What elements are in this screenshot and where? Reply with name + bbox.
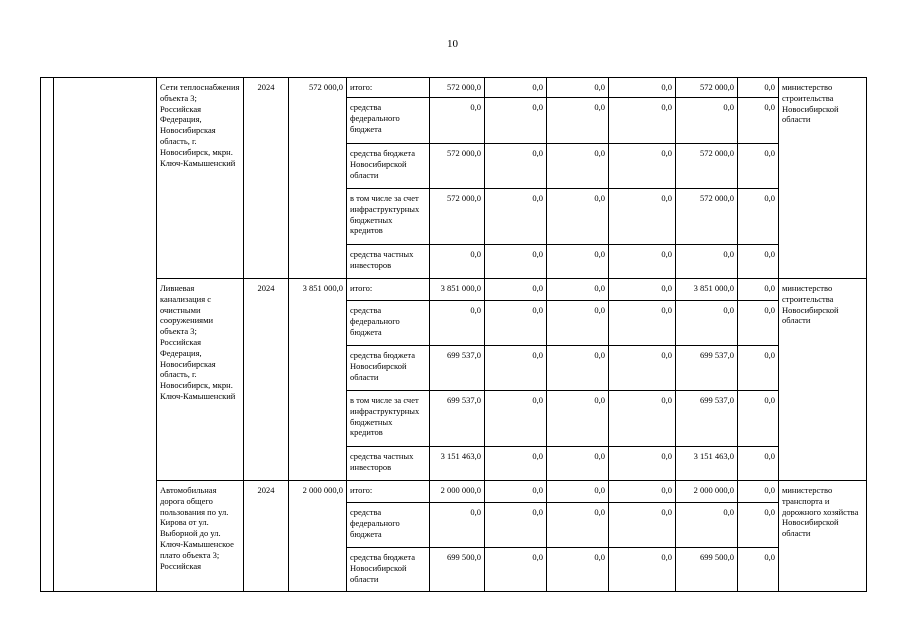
value-cell: 0,0 <box>738 503 779 548</box>
value-cell: 0,0 <box>430 503 485 548</box>
value-cell: 0,0 <box>485 391 547 447</box>
value-cell: 0,0 <box>485 301 547 346</box>
value-cell: 0,0 <box>547 481 609 503</box>
value-cell: 0,0 <box>609 548 676 592</box>
value-cell: 0,0 <box>485 245 547 279</box>
value-cell: 699 537,0 <box>430 346 485 391</box>
value-cell: 3 851 000,0 <box>676 279 738 301</box>
value-cell: 0,0 <box>609 503 676 548</box>
responsible-body: министерство строительства Новосибирской области <box>779 279 867 481</box>
value-cell: 572 000,0 <box>430 189 485 245</box>
value-cell: 3 151 463,0 <box>676 447 738 481</box>
value-cell: 0,0 <box>430 98 485 144</box>
value-cell: 0,0 <box>547 245 609 279</box>
blank-col-2 <box>54 78 157 592</box>
value-cell: 0,0 <box>738 78 779 98</box>
funding-source: средства федерального бюджета <box>347 98 430 144</box>
value-cell: 0,0 <box>738 548 779 592</box>
funding-source: средства бюджета Новосибирской области <box>347 346 430 391</box>
value-cell: 2 000 000,0 <box>676 481 738 503</box>
object-name: Автомобильная дорога общего пользования по ул. Кирова от ул. Выборной до ул. Ключ-Камышенское плато объекта 3; Российская <box>157 481 244 592</box>
value-cell: 699 537,0 <box>676 346 738 391</box>
value-cell: 0,0 <box>485 346 547 391</box>
value-cell: 572 000,0 <box>676 189 738 245</box>
value-cell: 572 000,0 <box>676 78 738 98</box>
value-cell: 0,0 <box>609 279 676 301</box>
object-name: Ливневая канализация с очистными сооружениями объекта 3; Российская Федерация, Новосибирская область, г. Новосибирск, мкрн. Ключ-Камышенский <box>157 279 244 481</box>
table-row <box>41 279 867 301</box>
value-cell: 0,0 <box>547 503 609 548</box>
value-cell: 0,0 <box>609 144 676 189</box>
value-cell: 0,0 <box>547 346 609 391</box>
funding-source: итого: <box>347 481 430 503</box>
value-cell: 0,0 <box>485 548 547 592</box>
value-cell: 0,0 <box>738 279 779 301</box>
value-cell: 572 000,0 <box>430 144 485 189</box>
funding-source: средства федерального бюджета <box>347 503 430 548</box>
value-cell: 0,0 <box>738 245 779 279</box>
value-cell: 699 537,0 <box>676 391 738 447</box>
value-cell: 0,0 <box>738 301 779 346</box>
value-cell: 0,0 <box>485 98 547 144</box>
value-cell: 0,0 <box>609 301 676 346</box>
responsible-body: министерство транспорта и дорожного хозяйства Новосибирской области <box>779 481 867 592</box>
value-cell: 0,0 <box>485 189 547 245</box>
value-cell: 0,0 <box>547 301 609 346</box>
value-cell: 0,0 <box>738 481 779 503</box>
value-cell: 0,0 <box>676 301 738 346</box>
funding-table <box>40 77 867 592</box>
value-cell: 3 851 000,0 <box>430 279 485 301</box>
value-cell: 0,0 <box>609 391 676 447</box>
value-cell: 699 500,0 <box>676 548 738 592</box>
value-cell: 0,0 <box>738 144 779 189</box>
value-cell: 0,0 <box>609 481 676 503</box>
value-cell: 0,0 <box>609 189 676 245</box>
value-cell: 0,0 <box>547 78 609 98</box>
year: 2024 <box>244 481 289 592</box>
table-row <box>41 78 867 98</box>
value-cell: 0,0 <box>547 98 609 144</box>
value-cell: 0,0 <box>485 481 547 503</box>
value-cell: 0,0 <box>738 447 779 481</box>
object-total: 572 000,0 <box>289 78 347 279</box>
funding-source: итого: <box>347 279 430 301</box>
value-cell: 0,0 <box>430 245 485 279</box>
page-number: 10 <box>447 38 458 50</box>
value-cell: 0,0 <box>676 503 738 548</box>
value-cell: 0,0 <box>676 245 738 279</box>
value-cell: 0,0 <box>547 279 609 301</box>
value-cell: 0,0 <box>609 245 676 279</box>
value-cell: 0,0 <box>430 301 485 346</box>
value-cell: 0,0 <box>738 346 779 391</box>
value-cell: 0,0 <box>485 144 547 189</box>
value-cell: 699 500,0 <box>430 548 485 592</box>
value-cell: 0,0 <box>609 447 676 481</box>
value-cell: 3 151 463,0 <box>430 447 485 481</box>
value-cell: 0,0 <box>738 189 779 245</box>
funding-source: средства федерального бюджета <box>347 301 430 346</box>
value-cell: 0,0 <box>609 78 676 98</box>
value-cell: 0,0 <box>609 98 676 144</box>
value-cell: 572 000,0 <box>430 78 485 98</box>
value-cell: 0,0 <box>547 144 609 189</box>
value-cell: 0,0 <box>485 78 547 98</box>
object-total: 2 000 000,0 <box>289 481 347 592</box>
value-cell: 0,0 <box>485 503 547 548</box>
year: 2024 <box>244 279 289 481</box>
table-row <box>41 481 867 503</box>
value-cell: 699 537,0 <box>430 391 485 447</box>
value-cell: 0,0 <box>485 447 547 481</box>
value-cell: 572 000,0 <box>676 144 738 189</box>
object-name: Сети теплоснабжения объекта 3; Российская Федерация, Новосибирская область, г. Новосибирск, мкрн. Ключ-Камышенский <box>157 78 244 279</box>
value-cell: 0,0 <box>547 548 609 592</box>
blank-col-1 <box>41 78 54 592</box>
value-cell: 0,0 <box>547 391 609 447</box>
funding-source: средства бюджета Новосибирской области <box>347 548 430 592</box>
value-cell: 0,0 <box>738 98 779 144</box>
funding-source: средства частных инвесторов <box>347 245 430 279</box>
funding-source: средства бюджета Новосибирской области <box>347 144 430 189</box>
object-total: 3 851 000,0 <box>289 279 347 481</box>
value-cell: 2 000 000,0 <box>430 481 485 503</box>
funding-source: итого: <box>347 78 430 98</box>
funding-source: в том числе за счет инфраструктурных бюджетных кредитов <box>347 391 430 447</box>
value-cell: 0,0 <box>547 447 609 481</box>
funding-source: в том числе за счет инфраструктурных бюджетных кредитов <box>347 189 430 245</box>
value-cell: 0,0 <box>609 346 676 391</box>
value-cell: 0,0 <box>676 98 738 144</box>
year: 2024 <box>244 78 289 279</box>
funding-source: средства частных инвесторов <box>347 447 430 481</box>
value-cell: 0,0 <box>547 189 609 245</box>
value-cell: 0,0 <box>485 279 547 301</box>
value-cell: 0,0 <box>738 391 779 447</box>
responsible-body: министерство строительства Новосибирской области <box>779 78 867 279</box>
